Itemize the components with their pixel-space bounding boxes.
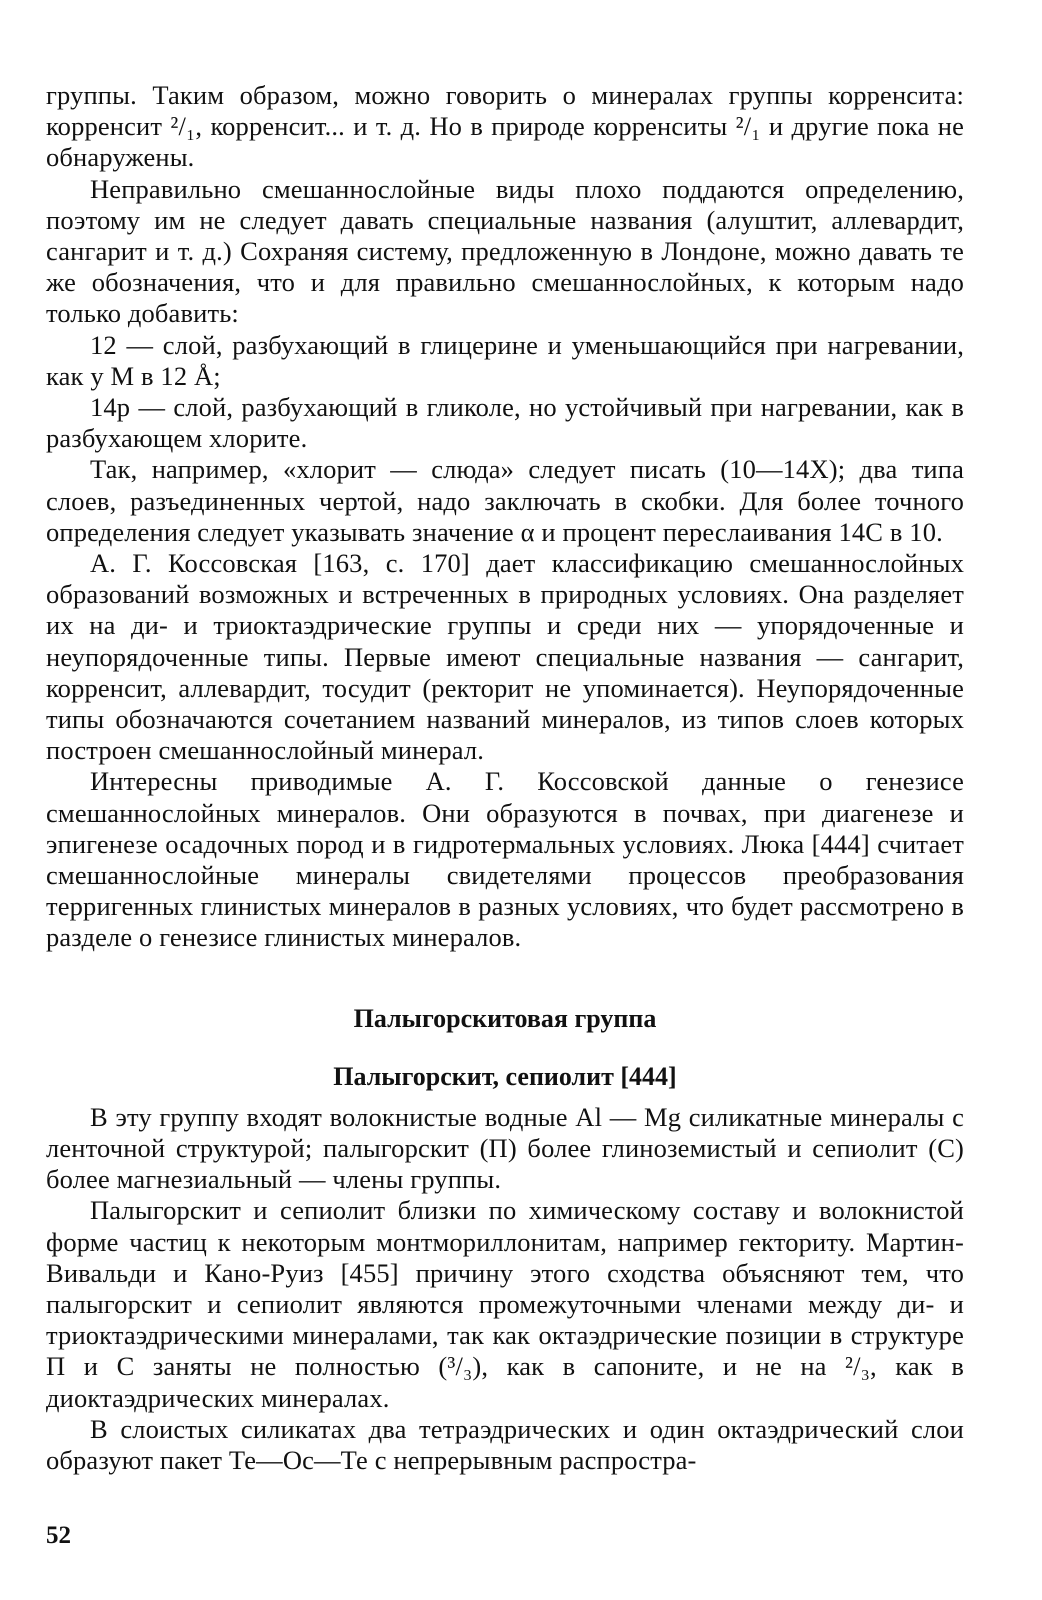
paragraph: Палыгорскит и сепиолит близки по химическому составу и волокнистой форме частиц к некоторым монтмориллонитам, например гекториту. Мартин-Вивальди и Кано-Руиз [455] причину этого сходства объясняют тем, что палыгорскит и сепиолит являются промежуточными членами между ди- и триоктаэдрическими минералами, так как октаэдрические позиции в структуре П и С заняты не полностью (³/₃), как в сапоните, и не на ²/₃, как в диоктаэдрических минералах. bbox=[46, 1195, 964, 1413]
paragraph: Неправильно смешаннослойные виды плохо поддаются определению, поэтому им не следует давать специальные названия (алуштит, аллевардит, сангарит и т. д.) Сохраняя систему, предложенную в Лондоне, можно давать те же обозначения, что и для правильно смешаннослойных, к которым надо только добавить: bbox=[46, 173, 964, 329]
paragraph: А. Г. Коссовская [163, с. 170] дает классификацию смешаннослойных образований возможных и встреченных в природных условиях. Она разделяет их на ди- и триоктаэдрические группы и среди них — упорядоченные и неупорядоченные типы. Первые имеют специальные названия — сангарит, корренсит, аллевардит, тосудит (ректорит не упоминается). Неупорядоченные типы обозначаются сочетанием названий минералов, из типов слоев которых построен смешаннослойный минерал. bbox=[46, 548, 964, 766]
paragraph: 14р — слой, разбухающий в гликоле, но устойчивый при нагревании, как в разбухающем хлорите. bbox=[46, 392, 964, 454]
paragraph: Интересны приводимые А. Г. Коссовской данные о генезисе смешаннослойных минералов. Они образуются в почвах, при диагенезе и эпигенезе осадочных пород и в гидротермальных условиях. Люка [444] считает смешаннослойные минералы свидетелями процессов преобразования терригенных глинистых минералов в разных условиях, что будет рассмотрено в разделе о генезисе глинистых минералов. bbox=[46, 766, 964, 953]
paragraph: В эту группу входят волокнистые водные Al — Mg силикатные минералы с ленточной структурой; палыгорскит (П) более глиноземистый и сепиолит (С) более магнезиальный — члены группы. bbox=[46, 1101, 964, 1195]
section-mixed-layer bbox=[46, 80, 964, 954]
page-number: 52 bbox=[46, 1522, 71, 1549]
page-content bbox=[46, 80, 964, 1476]
paragraph: группы. Таким образом, можно говорить о минералах группы корренсита: корренсит ²/₁, корренсит... и т. д. Но в природе корренситы ²/₁ и другие пока не обнаружены. bbox=[46, 80, 964, 173]
section-palygorskite bbox=[46, 1102, 964, 1476]
paragraph: В слоистых силикатах два тетраэдрических и один октаэдрический слои образуют пакет Те—Ос—Те с непрерывным распростра- bbox=[46, 1413, 964, 1475]
section-subheading: Палыгорскит, сепиолит [444] bbox=[333, 1061, 677, 1091]
paragraph: Так, например, «хлорит — слюда» следует писать (10—14Х); два типа слоев, разъединенных чертой, надо заключать в скобки. Для более точного определения следует указывать значение α и процент переслаивания 14С в 10. bbox=[46, 454, 964, 547]
section-heading: Палыгорскитовая группа bbox=[353, 1003, 657, 1033]
paragraph: 12 — слой, разбухающий в глицерине и уменьшающийся при нагревании, как у М в 12 Å; bbox=[46, 329, 964, 391]
